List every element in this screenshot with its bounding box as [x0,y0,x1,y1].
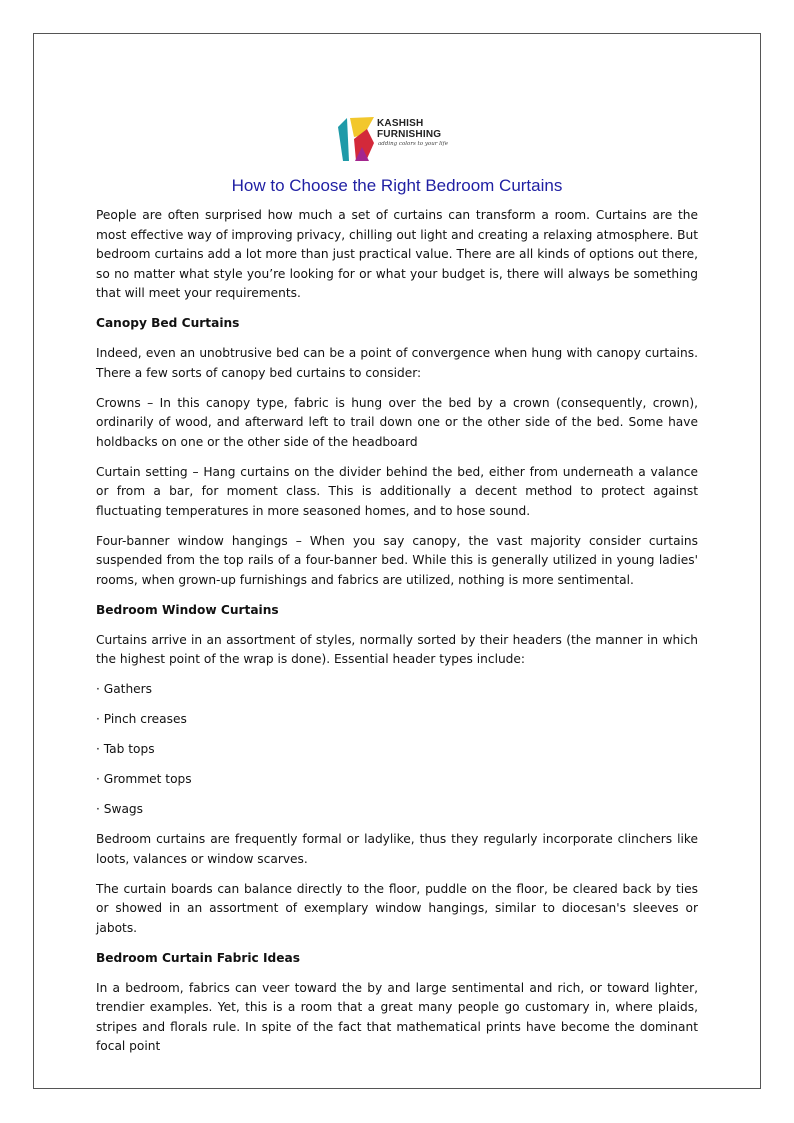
intro-paragraph: People are often surprised how much a set of curtains can transform a room. Curtains are the most effective way of improving privacy, chilling out light and creating a relaxing atmosphere. But bedroom curtains add a lot more than just practical value. There are all kinds of options out there, so no matter what style you’re looking for or what your budget is, there will always be something that will meet your requirements. [96,208,698,300]
canopy-intro-paragraph: Indeed, even an unobtrusive bed can be a point of convergence when hung with canopy curtains. There a few sorts of canopy bed curtains to consider: [96,346,698,380]
list-item: · Swags [96,802,144,816]
list-item: · Pinch creases [96,712,187,726]
heading-canopy-bed-curtains: Canopy Bed Curtains [96,316,240,330]
boards-paragraph: The curtain boards can balance directly to the floor, puddle on the floor, be cleared back by ties or showed in an assortment of exemplary window hangings, similar to diocesan's sleeves or jabots. [96,881,698,935]
heading-bedroom-curtain-fabric-ideas: Bedroom Curtain Fabric Ideas [96,950,300,965]
fabric-paragraph: In a bedroom, fabrics can veer toward the by and large sentimental and rich, or toward lighter, trendier examples. Yet, this is a room that a great many people go customary in, where plaids, stripes and florals rule. In spite of the fact that mathematical prints have become the dominant focal point [96,980,698,1053]
heading-bedroom-window-curtains: Bedroom Window Curtains [96,602,279,617]
list-item: · Gathers [96,682,153,696]
logo-mark-icon [336,113,378,163]
curtain-setting-paragraph: Curtain setting – Hang curtains on the divider behind the bed, either from underneath a valance or from a bar, for moment class. This is additionally a decent method to protect against fluctuating temperatures in more seasoned homes, and to hose sound. [96,464,698,518]
logo-tagline: adding colors to your life [378,141,448,147]
list-item: · Tab tops [96,742,155,756]
logo-brand-line1: KASHISH [377,118,424,129]
crowns-paragraph: Crowns – In this canopy type, fabric is hung over the bed by a crown (consequently, crown), ordinarily of wood, and afterward left to trail down one or the other side of the bed. Some have holdbacks on one or the other side of the headboard [96,395,698,449]
logo-brand-text [377,118,441,140]
formal-paragraph: Bedroom curtains are frequently formal or ladylike, thus they regularly incorporate clinchers like loots, valances or window scarves. [96,832,698,866]
article-body [96,206,698,1067]
logo-brand-line2: FURNISHING [377,129,442,140]
four-banner-paragraph: Four-banner window hangings – When you say canopy, the vast majority consider curtains suspended from the top rails of a four-banner bed. While this is generally utilized in young ladies' rooms, when grown-up furnishings and fabrics are utilized, nothing is more sentimental. [96,533,698,587]
list-item: · Grommet tops [96,772,192,786]
window-intro-paragraph: Curtains arrive in an assortment of styles, normally sorted by their headers (the manner in which the highest point of the wrap is done). Essential header types include: [96,632,698,666]
page-title: How to Choose the Right Bedroom Curtains [231,176,563,195]
logo-teal-shape [338,118,349,161]
company-logo [336,113,460,163]
